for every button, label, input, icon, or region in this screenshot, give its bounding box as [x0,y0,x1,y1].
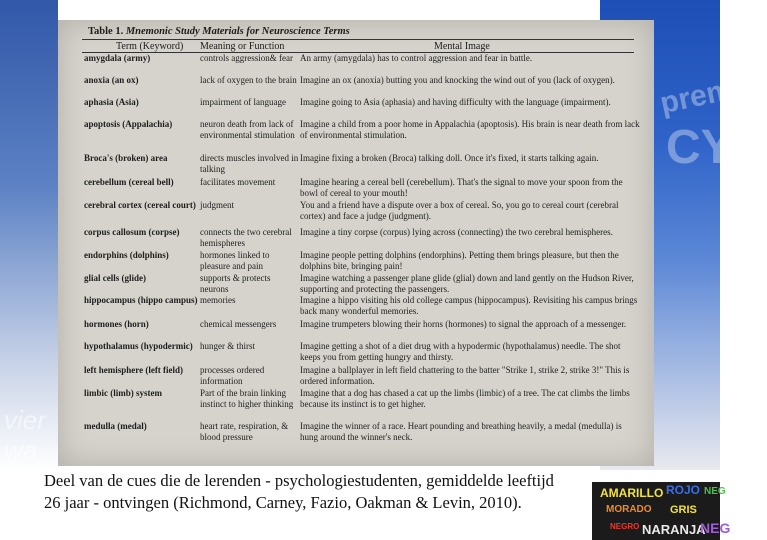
mental-image-cell: Imagine a ballplayer in left field chattering to the batter "Strike 1, strike 2, strike 3!" This is ordered information. [300,365,630,386]
mental-image-cell: Imagine people petting dolphins (endorphins). Petting them brings pleasure, but then the dolphins bite, bringing pain! [300,250,619,271]
term-cell: hormones (horn) [84,319,149,329]
table-title [88,26,350,37]
background-word-wa: wa [4,435,38,465]
term-cell: left hemisphere (left field) [84,365,184,375]
mental-image-cell: Imagine going to Asia (aphasia) and having difficulty with the language (impairment). [300,97,611,107]
logo-word-neg: NEG [704,486,726,497]
logo-word-gris: GRIS [670,504,697,516]
table-row [84,388,640,421]
meaning-cell: facilitates movement [200,177,276,187]
term-cell: glial cells (glide) [84,273,146,283]
mental-image-cell: Imagine a hippo visiting his old college campus (hippocampus). Revisiting his campus brings back many wonderful memories. [300,295,638,316]
header-meaning: Meaning or Function [200,41,285,52]
meaning-cell: neuron death from lack of environmental stimulation [200,119,295,140]
header-mental-image: Mental Image [434,41,490,52]
logo-word-naranja: NARANJA [642,522,706,537]
table-title-italic: Mnemonic Study Materials for Neuroscience Terms [125,26,350,37]
slide-caption: Deel van de cues die de lerenden - psychologiestudenten, gemiddelde leeftijd 26 jaar - ontvingen (Richmond, Carney, Fazio, Oakman & Levin, 2010). [44,471,554,512]
term-cell: medulla (medal) [84,421,147,431]
mental-image-cell: Imagine a tiny corpse (corpus) lying across (connecting) the two cerebral hemispheres. [300,227,613,237]
meaning-cell: lack of oxygen to the brain [200,75,297,85]
mental-image-cell: Imagine getting a shot of a diet drug with a hypodermic (hypothalamus) needle. The shot keeps you from getting hungry and thirsty. [300,341,621,362]
scanned-table-image [58,20,654,466]
table-row [84,200,640,227]
meaning-cell: directs muscles involved in talking [200,153,299,174]
mental-image-cell: Imagine a child from a poor home in Appalachia (apoptosis). His brain is near death from lack of environmental stimulation. [300,119,640,140]
meaning-cell: judgment [200,200,234,210]
header-term: Term (Keyword) [116,41,184,52]
table-top-rule [82,39,634,40]
table-row [84,319,640,341]
term-cell: aphasia (Asia) [84,97,139,107]
mental-image-cell: Imagine watching a passenger plane glide (glial) down and land gently on the Hudson River, supporting and protecting the passengers. [300,273,634,294]
mental-image-cell: You and a friend have a dispute over a box of cereal. So, you go to cereal court (cerebral cortex) and face a judge (judgment). [300,200,619,221]
meaning-cell: chemical messengers [200,319,277,329]
term-cell: hippocampus (hippo campus) [84,295,198,305]
meaning-cell: impairment of language [200,97,286,107]
table-row [84,421,640,447]
table-row [84,250,640,273]
mental-image-cell: Imagine trumpeters blowing their horns (hormones) to signal the approach of a messenger. [300,319,627,329]
table-row [84,341,640,365]
mental-image-cell: Imagine that a dog has chased a cat up the limbs (limbic) of a tree. The cat climbs the limbs because its instinct is to get higher. [300,388,630,409]
mental-image-cell: Imagine an ox (anoxia) butting you and knocking the wind out of you (lack of oxygen). [300,75,615,85]
term-cell: apoptosis (Appalachia) [84,119,173,129]
table-row [84,53,640,75]
background-word-cyc: CYC [666,121,767,174]
logo-word-amarillo: AMARILLO [600,486,664,500]
logo-word-rojo: ROJO [666,483,701,497]
mental-image-cell: An army (amygdala) has to control aggression and fear in battle. [300,53,533,63]
term-cell: limbic (limb) system [84,388,162,398]
meaning-cell: controls aggression& fear [200,53,293,63]
table-row [84,365,640,388]
meaning-cell: heart rate, respiration, & blood pressure [200,421,289,442]
meaning-cell: memories [200,295,236,305]
meaning-cell: connects the two cerebral hemispheres [200,227,292,248]
table-row [84,119,640,153]
meaning-cell: supports & protects neurons [200,273,271,294]
background-word-prem: prem [657,72,736,121]
term-cell: corpus callosum (corpse) [84,227,180,237]
term-cell: hypothalamus (hypodermic) [84,341,193,351]
term-cell: anoxia (an ox) [84,75,139,85]
logo-word-negro: NEGRO [610,522,640,531]
table-row [84,227,640,250]
meaning-cell: hormones linked to pleasure and pain [200,250,270,271]
term-cell: Broca's (broken) area [84,153,168,163]
meaning-cell: processes ordered information [200,365,265,386]
table-row [84,273,640,295]
color-words-logo [592,482,731,540]
table-title-prefix: Table 1. [88,26,124,37]
meaning-cell: hunger & thirst [200,341,255,351]
background-word-vier: vier [4,405,46,435]
meaning-cell: Part of the brain linking instinct to higher thinking [200,388,294,409]
left-background [0,0,58,470]
mental-image-cell: Imagine hearing a cereal bell (cerebellum). That's the signal to move your spoon from the bowl of cereal to your mouth! [300,177,623,198]
table-row [84,177,640,200]
mental-image-cell: Imagine the winner of a race. Heart pounding and breathing heavily, a medal (medulla) is hung around the winner's neck. [300,421,622,442]
logo-word-morado: MORADO [606,504,652,515]
table-row [84,295,640,319]
mental-image-cell: Imagine fixing a broken (Broca) talking doll. Once it's fixed, it starts talking again. [300,153,599,163]
table-row [84,97,640,119]
table-row [84,153,640,177]
term-cell: amygdala (army) [84,53,151,63]
term-cell: cerebellum (cereal bell) [84,177,174,187]
term-cell: endorphins (dolphins) [84,250,169,260]
logo-word-neg-2: NEG [700,520,731,536]
table-row [84,75,640,97]
term-cell: cerebral cortex (cereal court) [84,200,196,210]
